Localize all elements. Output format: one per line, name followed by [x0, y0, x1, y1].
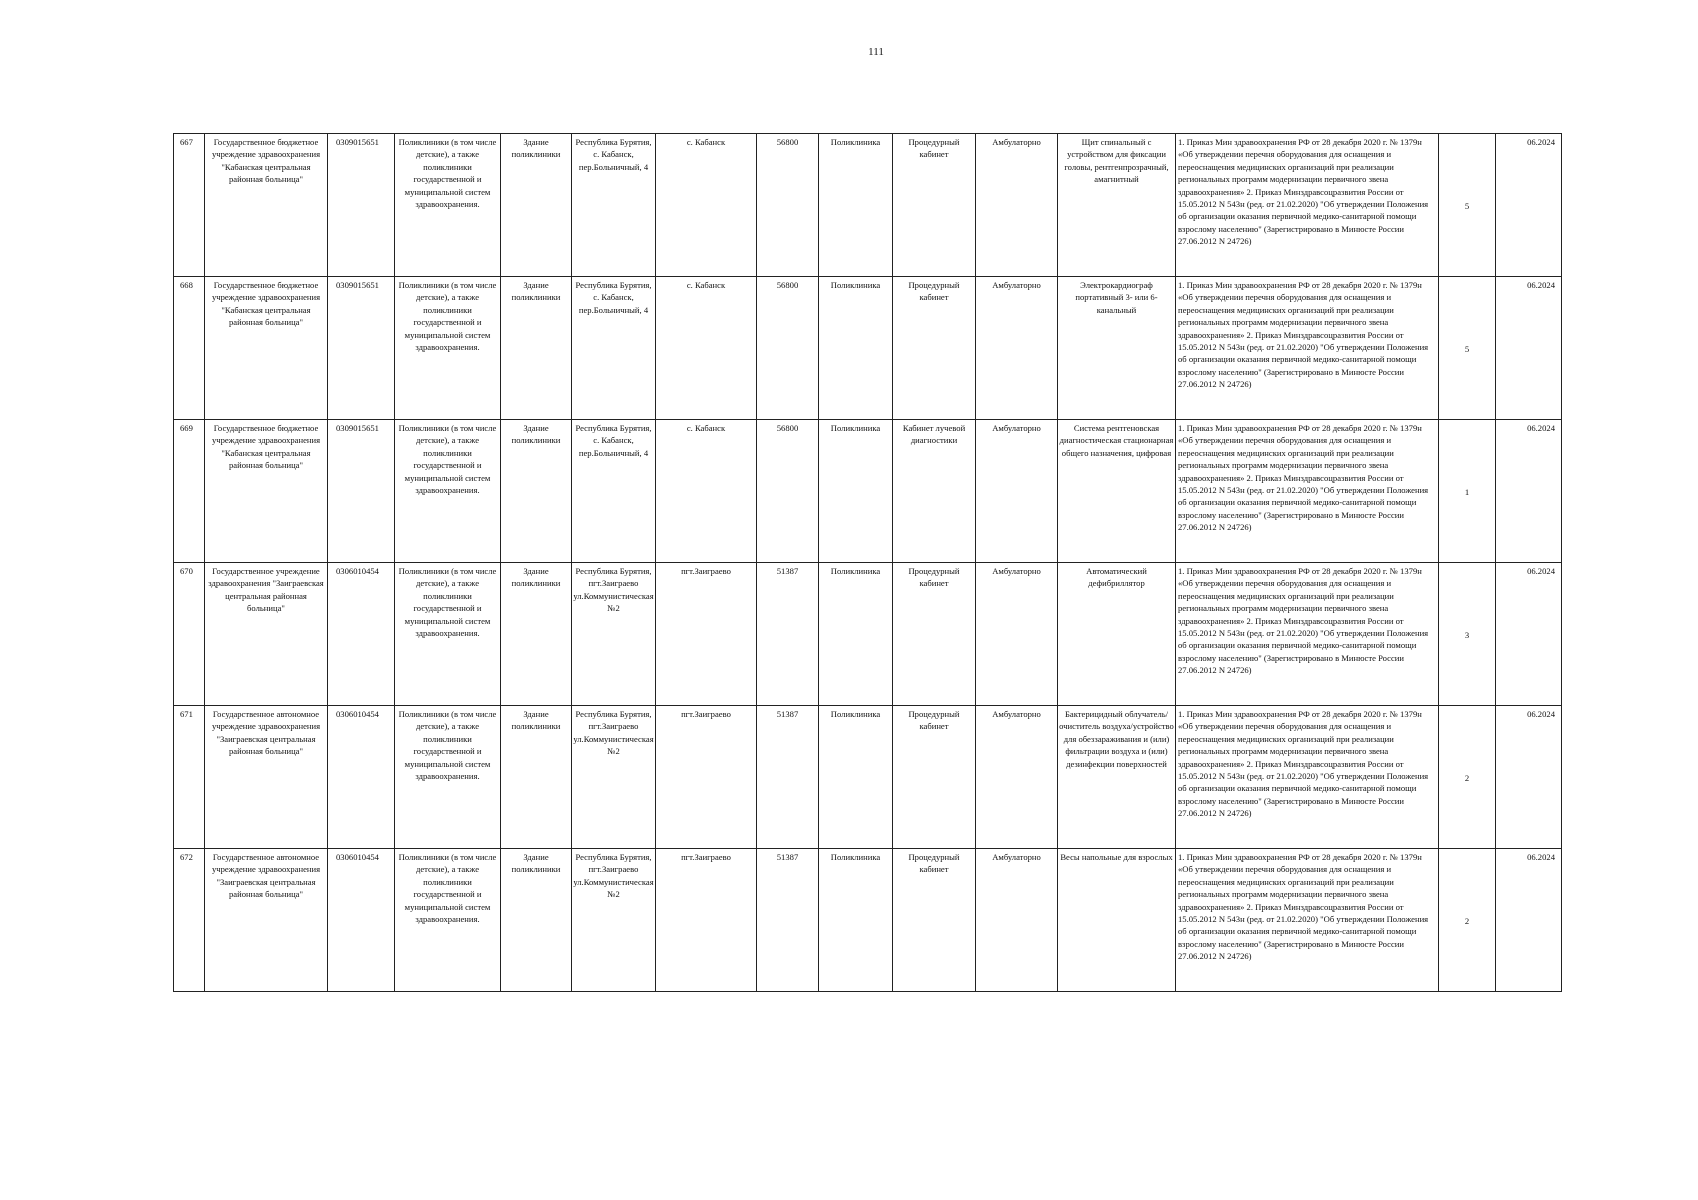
equipment-name: Система рентгеновская диагностическая стационарная общего назначения, цифровая: [1058, 420, 1176, 563]
address: Республика Бурятия, с. Кабанск, пер.Больничный, 4: [572, 277, 656, 420]
unit-name: Поликлиника: [819, 849, 893, 992]
organization-name: Государственное бюджетное учреждение здравоохранения "Кабанская центральная районная больница": [205, 420, 328, 563]
building-name: Здание поликлиники: [501, 420, 572, 563]
building-name: Здание поликлиники: [501, 563, 572, 706]
organization-name: Государственное автономное учреждение здравоохранения "Заиграевская центральная районная больница": [205, 706, 328, 849]
organization-name: Государственное бюджетное учреждение здравоохранения "Кабанская центральная районная больница": [205, 134, 328, 277]
oktmo-code: 51387: [757, 849, 819, 992]
delivery-date: 06.2024: [1496, 134, 1562, 277]
room-name: Кабинет лучевой диагностики: [893, 420, 976, 563]
row-number: 669: [174, 420, 205, 563]
facility-type: Поликлиники (в том числе детские), а также поликлиники государственной и муниципальной систем здравоохранения.: [395, 849, 501, 992]
table-row: [174, 849, 1562, 992]
organization-code: 0306010454: [328, 563, 395, 706]
organization-name: Государственное автономное учреждение здравоохранения "Заиграевская центральная районная больница": [205, 849, 328, 992]
row-number: 671: [174, 706, 205, 849]
locality: с. Кабанск: [656, 134, 757, 277]
locality: пгт.Заиграево: [656, 706, 757, 849]
unit-name: Поликлиника: [819, 277, 893, 420]
equipment-name: Бактерицидный облучатель/очиститель воздуха/устройство для обеззараживания и (или) фильтрации воздуха и (или) дезинфекции поверхностей: [1058, 706, 1176, 849]
oktmo-code: 56800: [757, 134, 819, 277]
unit-name: Поликлиника: [819, 706, 893, 849]
building-name: Здание поликлиники: [501, 706, 572, 849]
address: Республика Бурятия, пгт.Заиграево ул.Коммунистическая №2: [572, 563, 656, 706]
equipment-name: Щит спинальный с устройством для фиксации головы, рентгенпрозрачный, амагнитный: [1058, 134, 1176, 277]
care-mode: Амбулаторно: [976, 706, 1058, 849]
address: Республика Бурятия, с. Кабанск, пер.Больничный, 4: [572, 134, 656, 277]
address: Республика Бурятия, с. Кабанск, пер.Больничный, 4: [572, 420, 656, 563]
row-number: 668: [174, 277, 205, 420]
building-name: Здание поликлиники: [501, 849, 572, 992]
quantity: 5: [1439, 134, 1496, 277]
unit-name: Поликлиника: [819, 563, 893, 706]
delivery-date: 06.2024: [1496, 563, 1562, 706]
table-row: [174, 134, 1562, 277]
facility-type: Поликлиники (в том числе детские), а также поликлиники государственной и муниципальной систем здравоохранения.: [395, 706, 501, 849]
address: Республика Бурятия, пгт.Заиграево ул.Коммунистическая №2: [572, 706, 656, 849]
care-mode: Амбулаторно: [976, 277, 1058, 420]
room-name: Процедурный кабинет: [893, 849, 976, 992]
organization-name: Государственное бюджетное учреждение здравоохранения "Кабанская центральная районная больница": [205, 277, 328, 420]
legal-basis: 1. Приказ Мин здравоохранения РФ от 28 декабря 2020 г. № 1379н «Об утверждении перечня оборудования для оснащения и переоснащения медицинских организаций при реализации региональных программ модернизации первичного звена здравоохранения» 2. Приказ Минздравсоцразвития России от 15.05.2012 N 543н (ред. от 21.02.2020) "Об утверждении Положения об организации оказания первичной медико-санитарной помощи взрослому населению" (Зарегистрировано в Минюсте России 27.06.2012 N 24726): [1176, 563, 1439, 706]
care-mode: Амбулаторно: [976, 420, 1058, 563]
quantity: 2: [1439, 706, 1496, 849]
organization-code: 0306010454: [328, 849, 395, 992]
care-mode: Амбулаторно: [976, 134, 1058, 277]
equipment-name: Электрокардиограф портативный 3- или 6-канальный: [1058, 277, 1176, 420]
delivery-date: 06.2024: [1496, 277, 1562, 420]
locality: с. Кабанск: [656, 420, 757, 563]
row-number: 670: [174, 563, 205, 706]
organization-code: 0309015651: [328, 420, 395, 563]
equipment-table: [173, 133, 1562, 992]
facility-type: Поликлиники (в том числе детские), а также поликлиники государственной и муниципальной систем здравоохранения.: [395, 134, 501, 277]
quantity: 1: [1439, 420, 1496, 563]
room-name: Процедурный кабинет: [893, 563, 976, 706]
quantity: 2: [1439, 849, 1496, 992]
quantity: 3: [1439, 563, 1496, 706]
locality: пгт.Заиграево: [656, 563, 757, 706]
room-name: Процедурный кабинет: [893, 706, 976, 849]
delivery-date: 06.2024: [1496, 706, 1562, 849]
legal-basis: 1. Приказ Мин здравоохранения РФ от 28 декабря 2020 г. № 1379н «Об утверждении перечня оборудования для оснащения и переоснащения медицинских организаций при реализации региональных программ модернизации первичного звена здравоохранения» 2. Приказ Минздравсоцразвития России от 15.05.2012 N 543н (ред. от 21.02.2020) "Об утверждении Положения об организации оказания первичной медико-санитарной помощи взрослому населению" (Зарегистрировано в Минюсте России 27.06.2012 N 24726): [1176, 277, 1439, 420]
organization-code: 0306010454: [328, 706, 395, 849]
quantity: 5: [1439, 277, 1496, 420]
locality: пгт.Заиграево: [656, 849, 757, 992]
table-row: [174, 706, 1562, 849]
care-mode: Амбулаторно: [976, 563, 1058, 706]
facility-type: Поликлиники (в том числе детские), а также поликлиники государственной и муниципальной систем здравоохранения.: [395, 277, 501, 420]
organization-name: Государственное учреждение здравоохранения "Заиграевская центральная районная больница": [205, 563, 328, 706]
row-number: 672: [174, 849, 205, 992]
page-number: 111: [868, 46, 884, 58]
oktmo-code: 51387: [757, 706, 819, 849]
organization-code: 0309015651: [328, 277, 395, 420]
building-name: Здание поликлиники: [501, 134, 572, 277]
unit-name: Поликлиника: [819, 134, 893, 277]
care-mode: Амбулаторно: [976, 849, 1058, 992]
legal-basis: 1. Приказ Мин здравоохранения РФ от 28 декабря 2020 г. № 1379н «Об утверждении перечня оборудования для оснащения и переоснащения медицинских организаций при реализации региональных программ модернизации первичного звена здравоохранения» 2. Приказ Минздравсоцразвития России от 15.05.2012 N 543н (ред. от 21.02.2020) "Об утверждении Положения об организации оказания первичной медико-санитарной помощи взрослому населению" (Зарегистрировано в Минюсте России 27.06.2012 N 24726): [1176, 420, 1439, 563]
oktmo-code: 56800: [757, 420, 819, 563]
table-row: [174, 563, 1562, 706]
locality: с. Кабанск: [656, 277, 757, 420]
table-row: [174, 277, 1562, 420]
delivery-date: 06.2024: [1496, 849, 1562, 992]
address: Республика Бурятия, пгт.Заиграево ул.Коммунистическая №2: [572, 849, 656, 992]
facility-type: Поликлиники (в том числе детские), а также поликлиники государственной и муниципальной систем здравоохранения.: [395, 563, 501, 706]
legal-basis: 1. Приказ Мин здравоохранения РФ от 28 декабря 2020 г. № 1379н «Об утверждении перечня оборудования для оснащения и переоснащения медицинских организаций при реализации региональных программ модернизации первичного звена здравоохранения» 2. Приказ Минздравсоцразвития России от 15.05.2012 N 543н (ред. от 21.02.2020) "Об утверждении Положения об организации оказания первичной медико-санитарной помощи взрослому населению" (Зарегистрировано в Минюсте России 27.06.2012 N 24726): [1176, 134, 1439, 277]
table-body: [174, 134, 1562, 992]
facility-type: Поликлиники (в том числе детские), а также поликлиники государственной и муниципальной систем здравоохранения.: [395, 420, 501, 563]
legal-basis: 1. Приказ Мин здравоохранения РФ от 28 декабря 2020 г. № 1379н «Об утверждении перечня оборудования для оснащения и переоснащения медицинских организаций при реализации региональных программ модернизации первичного звена здравоохранения» 2. Приказ Минздравсоцразвития России от 15.05.2012 N 543н (ред. от 21.02.2020) "Об утверждении Положения об организации оказания первичной медико-санитарной помощи взрослому населению" (Зарегистрировано в Минюсте России 27.06.2012 N 24726): [1176, 706, 1439, 849]
equipment-name: Весы напольные для взрослых: [1058, 849, 1176, 992]
oktmo-code: 56800: [757, 277, 819, 420]
legal-basis: 1. Приказ Мин здравоохранения РФ от 28 декабря 2020 г. № 1379н «Об утверждении перечня оборудования для оснащения и переоснащения медицинских организаций при реализации региональных программ модернизации первичного звена здравоохранения» 2. Приказ Минздравсоцразвития России от 15.05.2012 N 543н (ред. от 21.02.2020) "Об утверждении Положения об организации оказания первичной медико-санитарной помощи взрослому населению" (Зарегистрировано в Минюсте России 27.06.2012 N 24726): [1176, 849, 1439, 992]
unit-name: Поликлиника: [819, 420, 893, 563]
building-name: Здание поликлиники: [501, 277, 572, 420]
organization-code: 0309015651: [328, 134, 395, 277]
equipment-name: Автоматический дефибриллятор: [1058, 563, 1176, 706]
room-name: Процедурный кабинет: [893, 134, 976, 277]
room-name: Процедурный кабинет: [893, 277, 976, 420]
oktmo-code: 51387: [757, 563, 819, 706]
table-row: [174, 420, 1562, 563]
delivery-date: 06.2024: [1496, 420, 1562, 563]
row-number: 667: [174, 134, 205, 277]
